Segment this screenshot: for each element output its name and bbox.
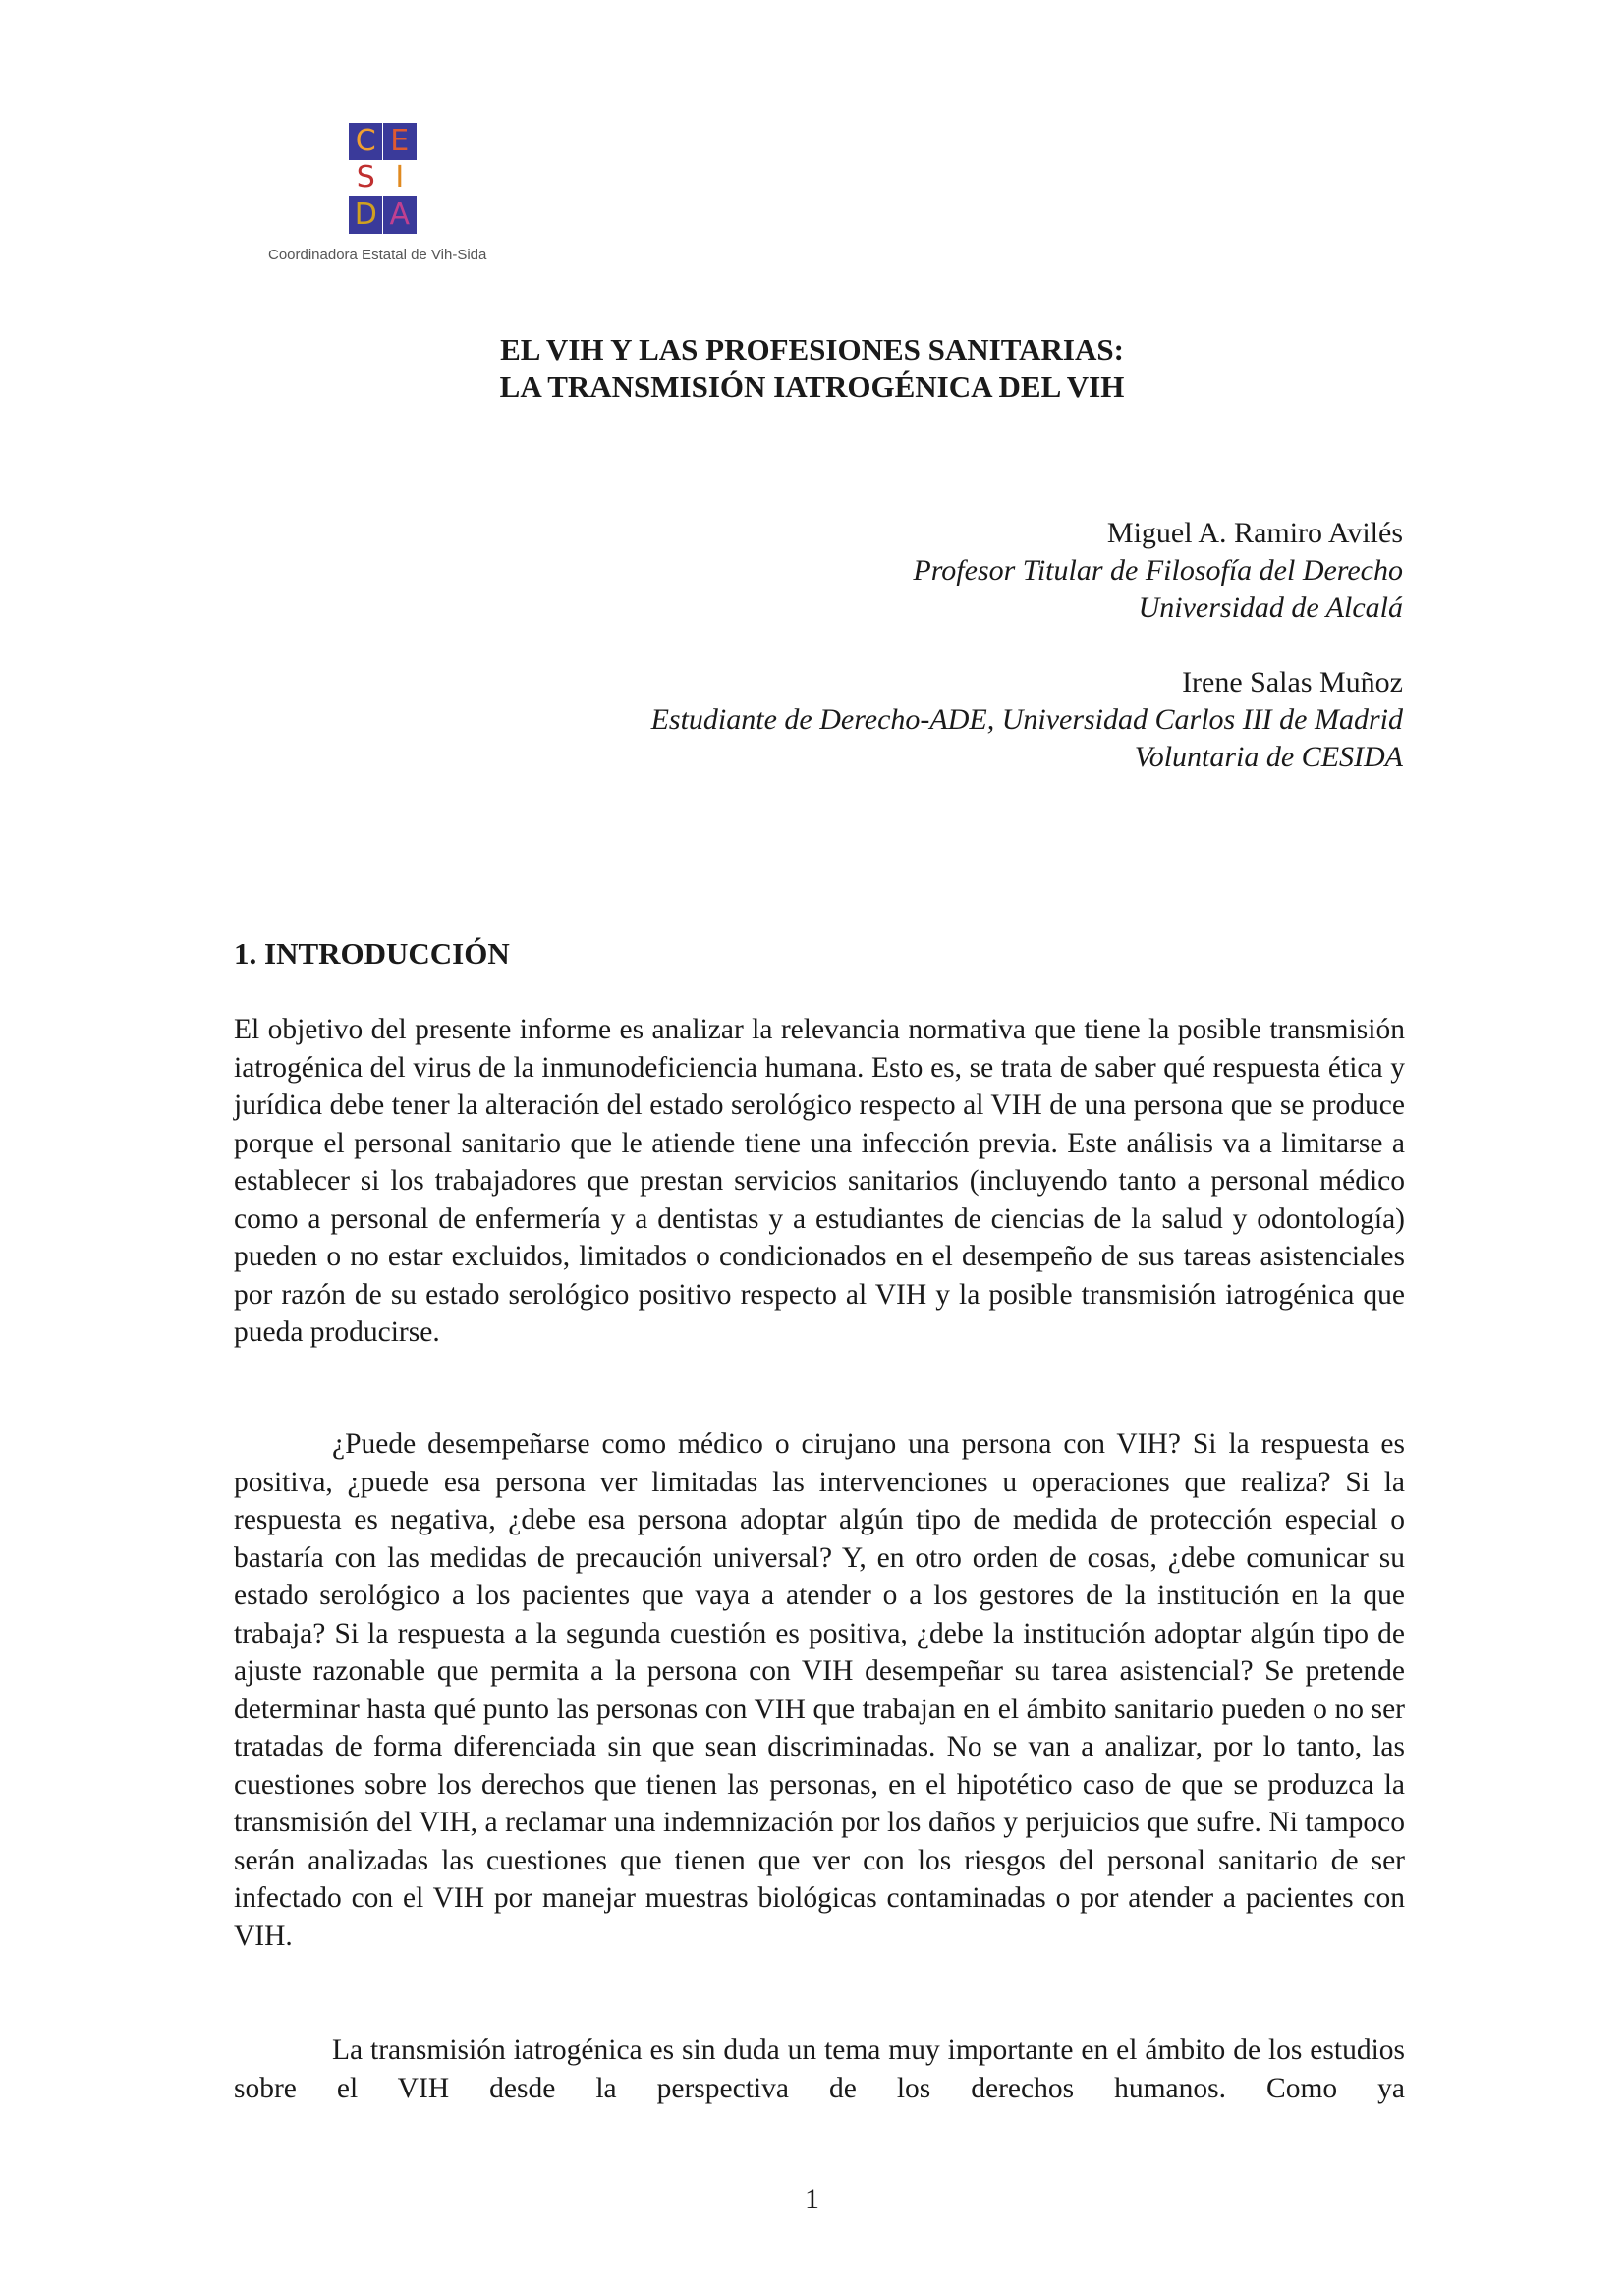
- body-paragraph-container: [234, 1425, 1405, 1955]
- author-role: Estudiante de Derecho-ADE, Universidad Carlos III de Madrid: [650, 703, 1403, 736]
- author-name: Irene Salas Muñoz: [1182, 666, 1403, 698]
- author-name: Miguel A. Ramiro Avilés: [1106, 517, 1403, 549]
- logo-letter: D: [349, 196, 383, 234]
- body-paragraph-container: [234, 1011, 1405, 1352]
- author-role: Profesor Titular de Filosofía del Derecho: [913, 554, 1403, 586]
- page-number: 1: [805, 2183, 819, 2215]
- logo-caption: Coordinadora Estatal de Vih-Sida: [268, 247, 487, 263]
- body-paragraph: La transmisión iatrogénica es sin duda un tema muy importante en el ámbito de los estudios sobre el VIH desde la perspectiva de los derechos humanos. Como ya: [234, 2035, 1405, 2104]
- logo-letter: I: [383, 160, 418, 197]
- logo-letter: S: [349, 160, 383, 197]
- document-title: [0, 331, 1624, 406]
- body-paragraph: El objetivo del presente informe es analizar la relevancia normativa que tiene la posible transmisión iatrogénica del virus de la inmunodeficiencia humana. Esto es, se trata de saber qué respuesta ética y jurídica debe tener la alteración del estado serológico respecto al VIH de una persona que se produce porque el personal sanitario que le atiende tiene una infección previa. Este análisis va a limitarse a establecer si los trabajadores que prestan servicios sanitarios (incluyendo tanto a personal médico como a personal de enfermería y a dentistas y a estudiantes de ciencias de la salud y odontología) pueden o no estar excluidos, limitados o condicionados en el desempeño de sus tareas asistenciales por razón de su estado serológico positivo respecto al VIH y la posible transmisión iatrogénica que pueda producirse.: [234, 1014, 1405, 1348]
- authors-block: [651, 515, 1403, 776]
- logo-letter: C: [349, 123, 383, 160]
- title-line: EL VIH Y LAS PROFESIONES SANITARIAS:: [500, 332, 1124, 366]
- section-heading: 1. INTRODUCCIÓN: [234, 936, 510, 971]
- author-affiliation: Universidad de Alcalá: [1138, 591, 1403, 624]
- title-line: LA TRANSMISIÓN IATROGÉNICA DEL VIH: [499, 369, 1125, 404]
- logo-divider: [382, 123, 383, 234]
- author: [651, 664, 1403, 776]
- body-paragraph: ¿Puede desempeñarse como médico o cirujano una persona con VIH? Si la respuesta es positiva, ¿puede esa persona ver limitadas las intervenciones u operaciones que realiza? Si la respuesta es negativa, ¿debe esa persona adoptar algún tipo de medida de protección especial o bastaría con las medidas de precaución universal? Y, en otro orden de cosas, ¿debe comunicar su estado serológico a los pacientes que vaya a atender o a los gestores de la institución en la que trabaja? Si la respuesta a la segunda cuestión es positiva, ¿debe la institución adoptar algún tipo de ajuste razonable que permita a la persona con VIH desempeñar su tarea asistencial? Se pretende determinar hasta qué punto las personas con VIH que trabajan en el ámbito sanitario pueden o no ser tratadas de forma diferenciada sin que sean discriminadas. No se van a analizar, por lo tanto, las cuestiones sobre los derechos que tienen las personas, en el hipotético caso de que se produzca la transmisión del VIH, a reclamar una indemnización por los daños y perjuicios que sufre. Ni tampoco serán analizadas las cuestiones que tienen que ver con los riesgos del personal sanitario de ser infectado con el VIH por manejar muestras biológicas contaminadas o por atender a pacientes con VIH.: [234, 1428, 1405, 1952]
- author: [651, 515, 1403, 627]
- body-paragraph-container: [234, 2032, 1405, 2107]
- author-affiliation: Voluntaria de CESIDA: [1134, 741, 1403, 773]
- logo-letter: A: [383, 196, 418, 234]
- logo-letter: E: [383, 123, 418, 160]
